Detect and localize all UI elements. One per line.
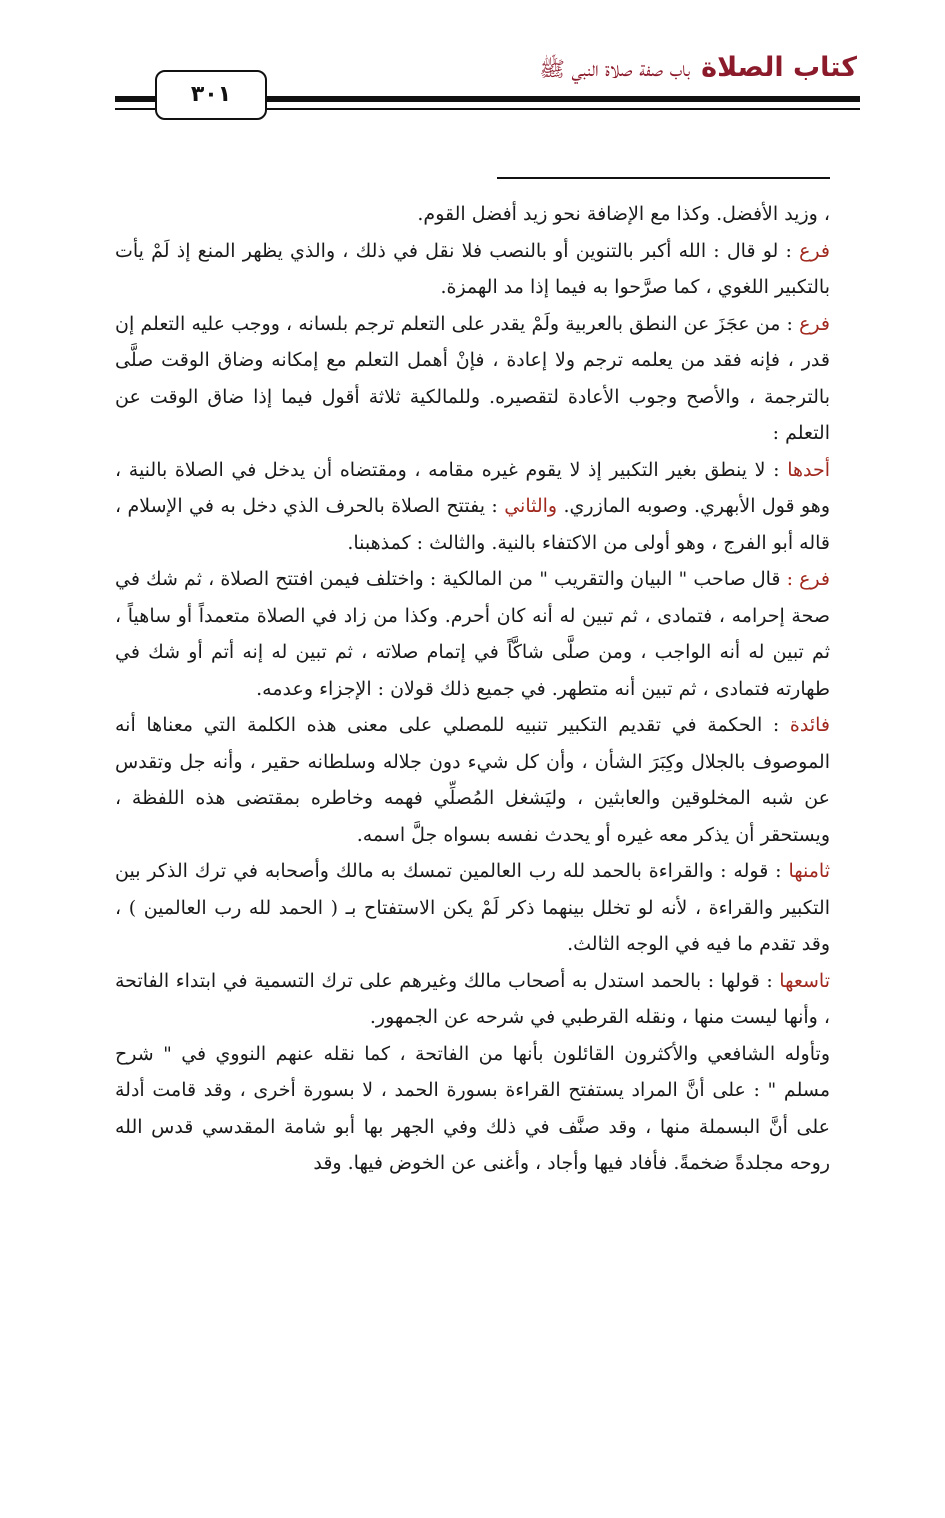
paragraph-text: وتأوله الشافعي والأكثرون القائلون بأنها من الفاتحة ، كما نقله عنهم النووي في " شرح مسلم " : على أنَّ المراد يستفتح القراءة بسورة الحمد ، لا بسورة أخرى ، وقد قامت أدلة على أنَّ البسملة منها ، وقد صنَّف في ذلك وفي الجهر بها أبو شامة المقدسي قدس الله روحه مجلدةً ضخمةً. فأفاد فيها وأجاد ، وأغنى عن الخوض فيها. وقد	[115, 1042, 830, 1174]
paragraph-lead: تاسعها	[779, 969, 830, 992]
paragraph-text-second: : يفتتح الصلاة بالحرف الذي دخل به في الإسلام ، قاله أبو الفرج ، وهو أولى من الاكتفاء بالنية. والثالث : كمذهبنا.	[115, 495, 830, 554]
paragraph-text: : الحكمة في تقديم التكبير تنبيه للمصلي على معنى هذه الكلمة التي معناها أنه الموصوف بالجلال وكِبَرَ الشأن ، وأن كل شيء دون جلاله وسلطانه حقير ، وأنه جل وتقدس عن شبه المخلوقين والعابثين ، وليَشغل المُصلِّي فهمه وخاطره بمقتضى هذه اللفظة ، ويستحقر أن يذكر معه غيره أو يحدث نفسه بسواه جلَّ اسمه.	[115, 714, 830, 846]
paragraph-far-2	[115, 306, 830, 452]
paragraph-final	[115, 1036, 830, 1182]
paragraph-text: : لو قال : الله أكبر بالتنوين أو بالنصب فلا نقل في ذلك ، والذي يظهر المنع إذ لَمْ يأت بالتكبير اللغوي ، كما صرَّحوا به فيما إذا مد الهمزة.	[115, 239, 830, 298]
page-header	[0, 0, 945, 130]
paragraph-lead: فرع	[799, 239, 830, 262]
paragraph-lead-second: والثاني	[504, 495, 558, 517]
chapter-title: باب صفة صلاة النبي ﷺ	[539, 57, 691, 81]
paragraph-eighth	[115, 853, 830, 963]
paragraph-text: : قولها : بالحمد استدل به أصحاب مالك وغيرهم على ترك التسمية في ابتداء الفاتحة ، وأنها ليست منها ، ونقله القرطبي في شرحه عن الجمهور.	[115, 969, 830, 1028]
book-title: كتاب الصلاة	[701, 52, 857, 83]
paragraph-continuation	[115, 196, 830, 233]
paragraph-text: : لا ينطق بغير التكبير إذ لا يقوم غيره مقامه ، ومقتضاه أن يدخل في الصلاة بالنية ، وهو قول الأبهري. وصوبه المازري.	[115, 458, 830, 517]
paragraph-far-1	[115, 233, 830, 306]
paragraph-lead: أحدها	[787, 458, 830, 481]
paragraph-faida	[115, 707, 830, 853]
paragraph-lead: فائدة	[789, 714, 830, 736]
paragraph-text: : قوله : والقراءة بالحمد لله رب العالمين تمسك به مالك وأصحابه في ترك الذكر بين التكبير والقراءة ، لأنه لو تخلل بينهما ذكر لَمْ يكن الاستفتاح بـ ( الحمد لله رب العالمين ) ، وقد تقدم ما فيه في الوجه الثالث.	[115, 860, 830, 955]
paragraph-ninth	[115, 963, 830, 1036]
paragraph-lead: فرع :	[786, 568, 830, 590]
section-divider	[497, 177, 830, 179]
paragraph-far-3	[115, 561, 830, 707]
paragraph-text: قال صاحب " البيان والتقريب " من المالكية : واختلف فيمن افتتح الصلاة ، ثم شك في صحة إحرامه ، فتمادى ، ثم تبين له أنه كان أحرم. وكذا من زاد في الصلاة متعمداً أو ساهياً ، ثم تبين له أنه الواجب ، ومن صلَّى شاكَّاً في إتمام صلاته ، ثم تبين له إنه أتم أو شك في طهارته فتمادى ، ثم تبين أنه متطهر. في جميع ذلك قولان : الإجزاء وعدمه.	[115, 568, 830, 700]
page-number-box: ٣٠١	[155, 70, 267, 120]
paragraph-opinions	[115, 452, 830, 562]
paragraph-lead: ثامنها	[788, 860, 830, 882]
running-head	[539, 48, 857, 91]
paragraph-text: ، وزيد الأفضل. وكذا مع الإضافة نحو زيد أفضل القوم.	[417, 203, 830, 225]
paragraph-text: : من عجَزَ عن النطق بالعربية ولَمْ يقدر على التعلم ترجم بلسانه ، ووجب عليه التعلم إن قدر ، فإنه فقد من يعلمه ترجم ولا إعادة ، فإنْ أهمل التعلم مع إمكانه وضاق الوقت صلَّى بالترجمة ، والأصح وجوب الأعادة لتقصيره. وللمالكية ثلاثة أقول فيما إذا ضاق الوقت عن التعلم :	[115, 312, 830, 444]
paragraph-lead: فرع	[799, 312, 830, 335]
page-body	[115, 196, 830, 1182]
